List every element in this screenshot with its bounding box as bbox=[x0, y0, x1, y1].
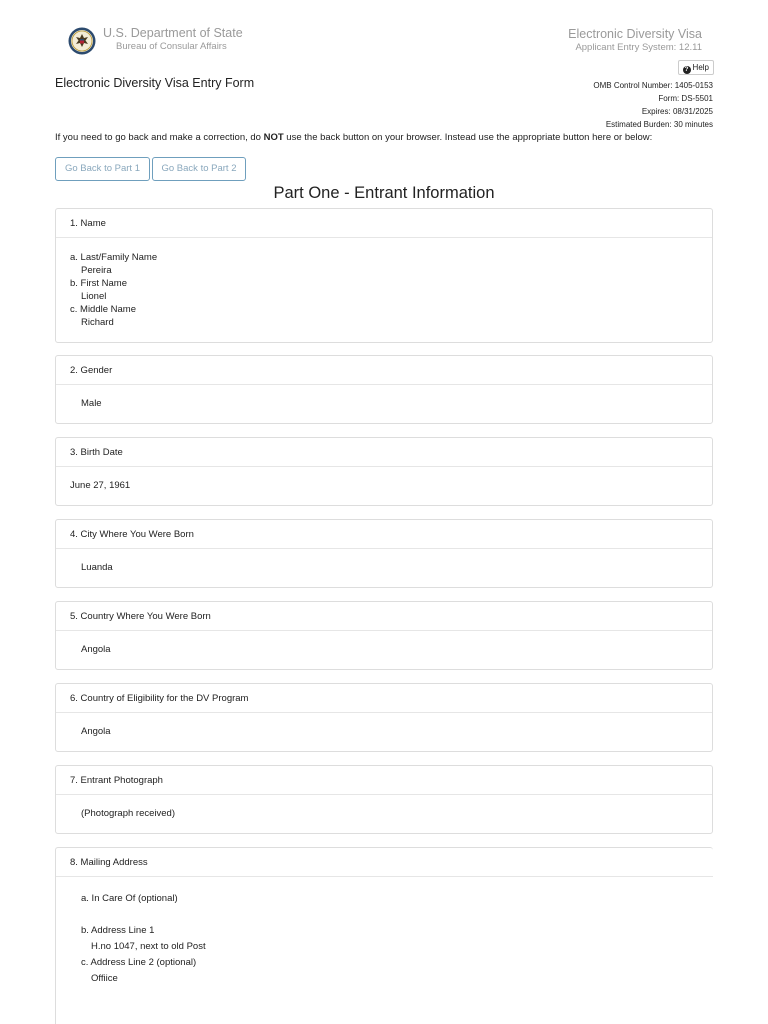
form-number: Form: DS-5501 bbox=[658, 94, 713, 103]
estimated-burden: Estimated Burden: 30 minutes bbox=[605, 120, 713, 129]
mailing-address-panel bbox=[55, 847, 713, 1024]
omb-info bbox=[593, 79, 713, 131]
birth-country-body bbox=[56, 632, 712, 669]
mailing-address-heading: 8. Mailing Address bbox=[56, 848, 713, 877]
bureau-name: Bureau of Consular Affairs bbox=[116, 41, 227, 52]
last-name-value: Pereira bbox=[81, 265, 112, 276]
name-body bbox=[56, 239, 712, 342]
form-expiration: Expires: 08/31/2025 bbox=[641, 107, 713, 116]
birth-city-heading: 4. City Where You Were Born bbox=[56, 520, 712, 549]
last-name-label: a. Last/Family Name bbox=[70, 252, 158, 263]
birth-date-body bbox=[56, 468, 712, 505]
birth-date-heading: 3. Birth Date bbox=[56, 438, 712, 467]
birth-country-value: Angola bbox=[81, 644, 111, 655]
go-back-part-2-button[interactable]: Go Back to Part 2 bbox=[152, 157, 246, 181]
instruction-text-before: If you need to go back and make a correction, do bbox=[55, 132, 264, 143]
birth-city-body bbox=[56, 550, 712, 587]
first-name-label: b. First Name bbox=[70, 278, 128, 289]
gender-value: Male bbox=[81, 398, 102, 409]
birth-date-panel bbox=[55, 437, 713, 506]
part-title: Part One - Entrant Information bbox=[273, 184, 495, 202]
care-of-label: a. In Care Of (optional) bbox=[81, 893, 178, 904]
middle-name-label: c. Middle Name bbox=[70, 304, 136, 315]
birth-city-value: Luanda bbox=[81, 562, 113, 573]
address-line-1-value: H.no 1047, next to old Post bbox=[91, 941, 206, 952]
gender-heading: 2. Gender bbox=[56, 356, 712, 385]
state-department-seal-icon bbox=[68, 27, 96, 55]
question-circle-icon: ? bbox=[683, 66, 691, 74]
name-heading: 1. Name bbox=[56, 209, 712, 238]
back-instruction bbox=[55, 132, 652, 143]
gender-panel bbox=[55, 355, 713, 424]
birth-date-value: June 27, 1961 bbox=[70, 480, 131, 491]
mailing-address-body bbox=[56, 878, 713, 1024]
help-label: Help bbox=[692, 63, 709, 72]
eligibility-country-panel bbox=[55, 683, 713, 752]
eligibility-country-heading: 6. Country of Eligibility for the DV Program bbox=[56, 684, 712, 713]
photo-body bbox=[56, 796, 712, 833]
first-name-value: Lionel bbox=[81, 291, 107, 302]
photo-status: (Photograph received) bbox=[81, 808, 175, 819]
birth-city-panel bbox=[55, 519, 713, 588]
gender-body bbox=[56, 386, 712, 423]
form-title: Electronic Diversity Visa Entry Form bbox=[55, 76, 255, 90]
app-header bbox=[568, 27, 702, 55]
photo-heading: 7. Entrant Photograph bbox=[56, 766, 712, 795]
middle-name-value: Richard bbox=[81, 317, 114, 328]
eligibility-country-value: Angola bbox=[81, 726, 111, 737]
app-system-version: Applicant Entry System: 12.11 bbox=[575, 42, 702, 53]
go-back-part-1-button[interactable]: Go Back to Part 1 bbox=[55, 157, 150, 181]
help-button[interactable] bbox=[678, 60, 714, 75]
photo-panel bbox=[55, 765, 713, 834]
app-title: Electronic Diversity Visa bbox=[568, 27, 702, 41]
address-line-1-label: b. Address Line 1 bbox=[81, 925, 155, 936]
birth-country-panel bbox=[55, 601, 713, 670]
address-line-2-label: c. Address Line 2 (optional) bbox=[81, 957, 197, 968]
instruction-emphasis: NOT bbox=[263, 132, 284, 143]
department-header bbox=[68, 26, 268, 58]
department-name: U.S. Department of State bbox=[103, 26, 243, 40]
name-panel bbox=[55, 208, 713, 343]
eligibility-country-body bbox=[56, 714, 712, 751]
address-line-2-value: Offiice bbox=[91, 973, 118, 984]
omb-control-number: OMB Control Number: 1405-0153 bbox=[593, 81, 713, 90]
birth-country-heading: 5. Country Where You Were Born bbox=[56, 602, 712, 631]
instruction-text-after: use the back button on your browser. Instead use the appropriate button here or below: bbox=[283, 132, 653, 143]
